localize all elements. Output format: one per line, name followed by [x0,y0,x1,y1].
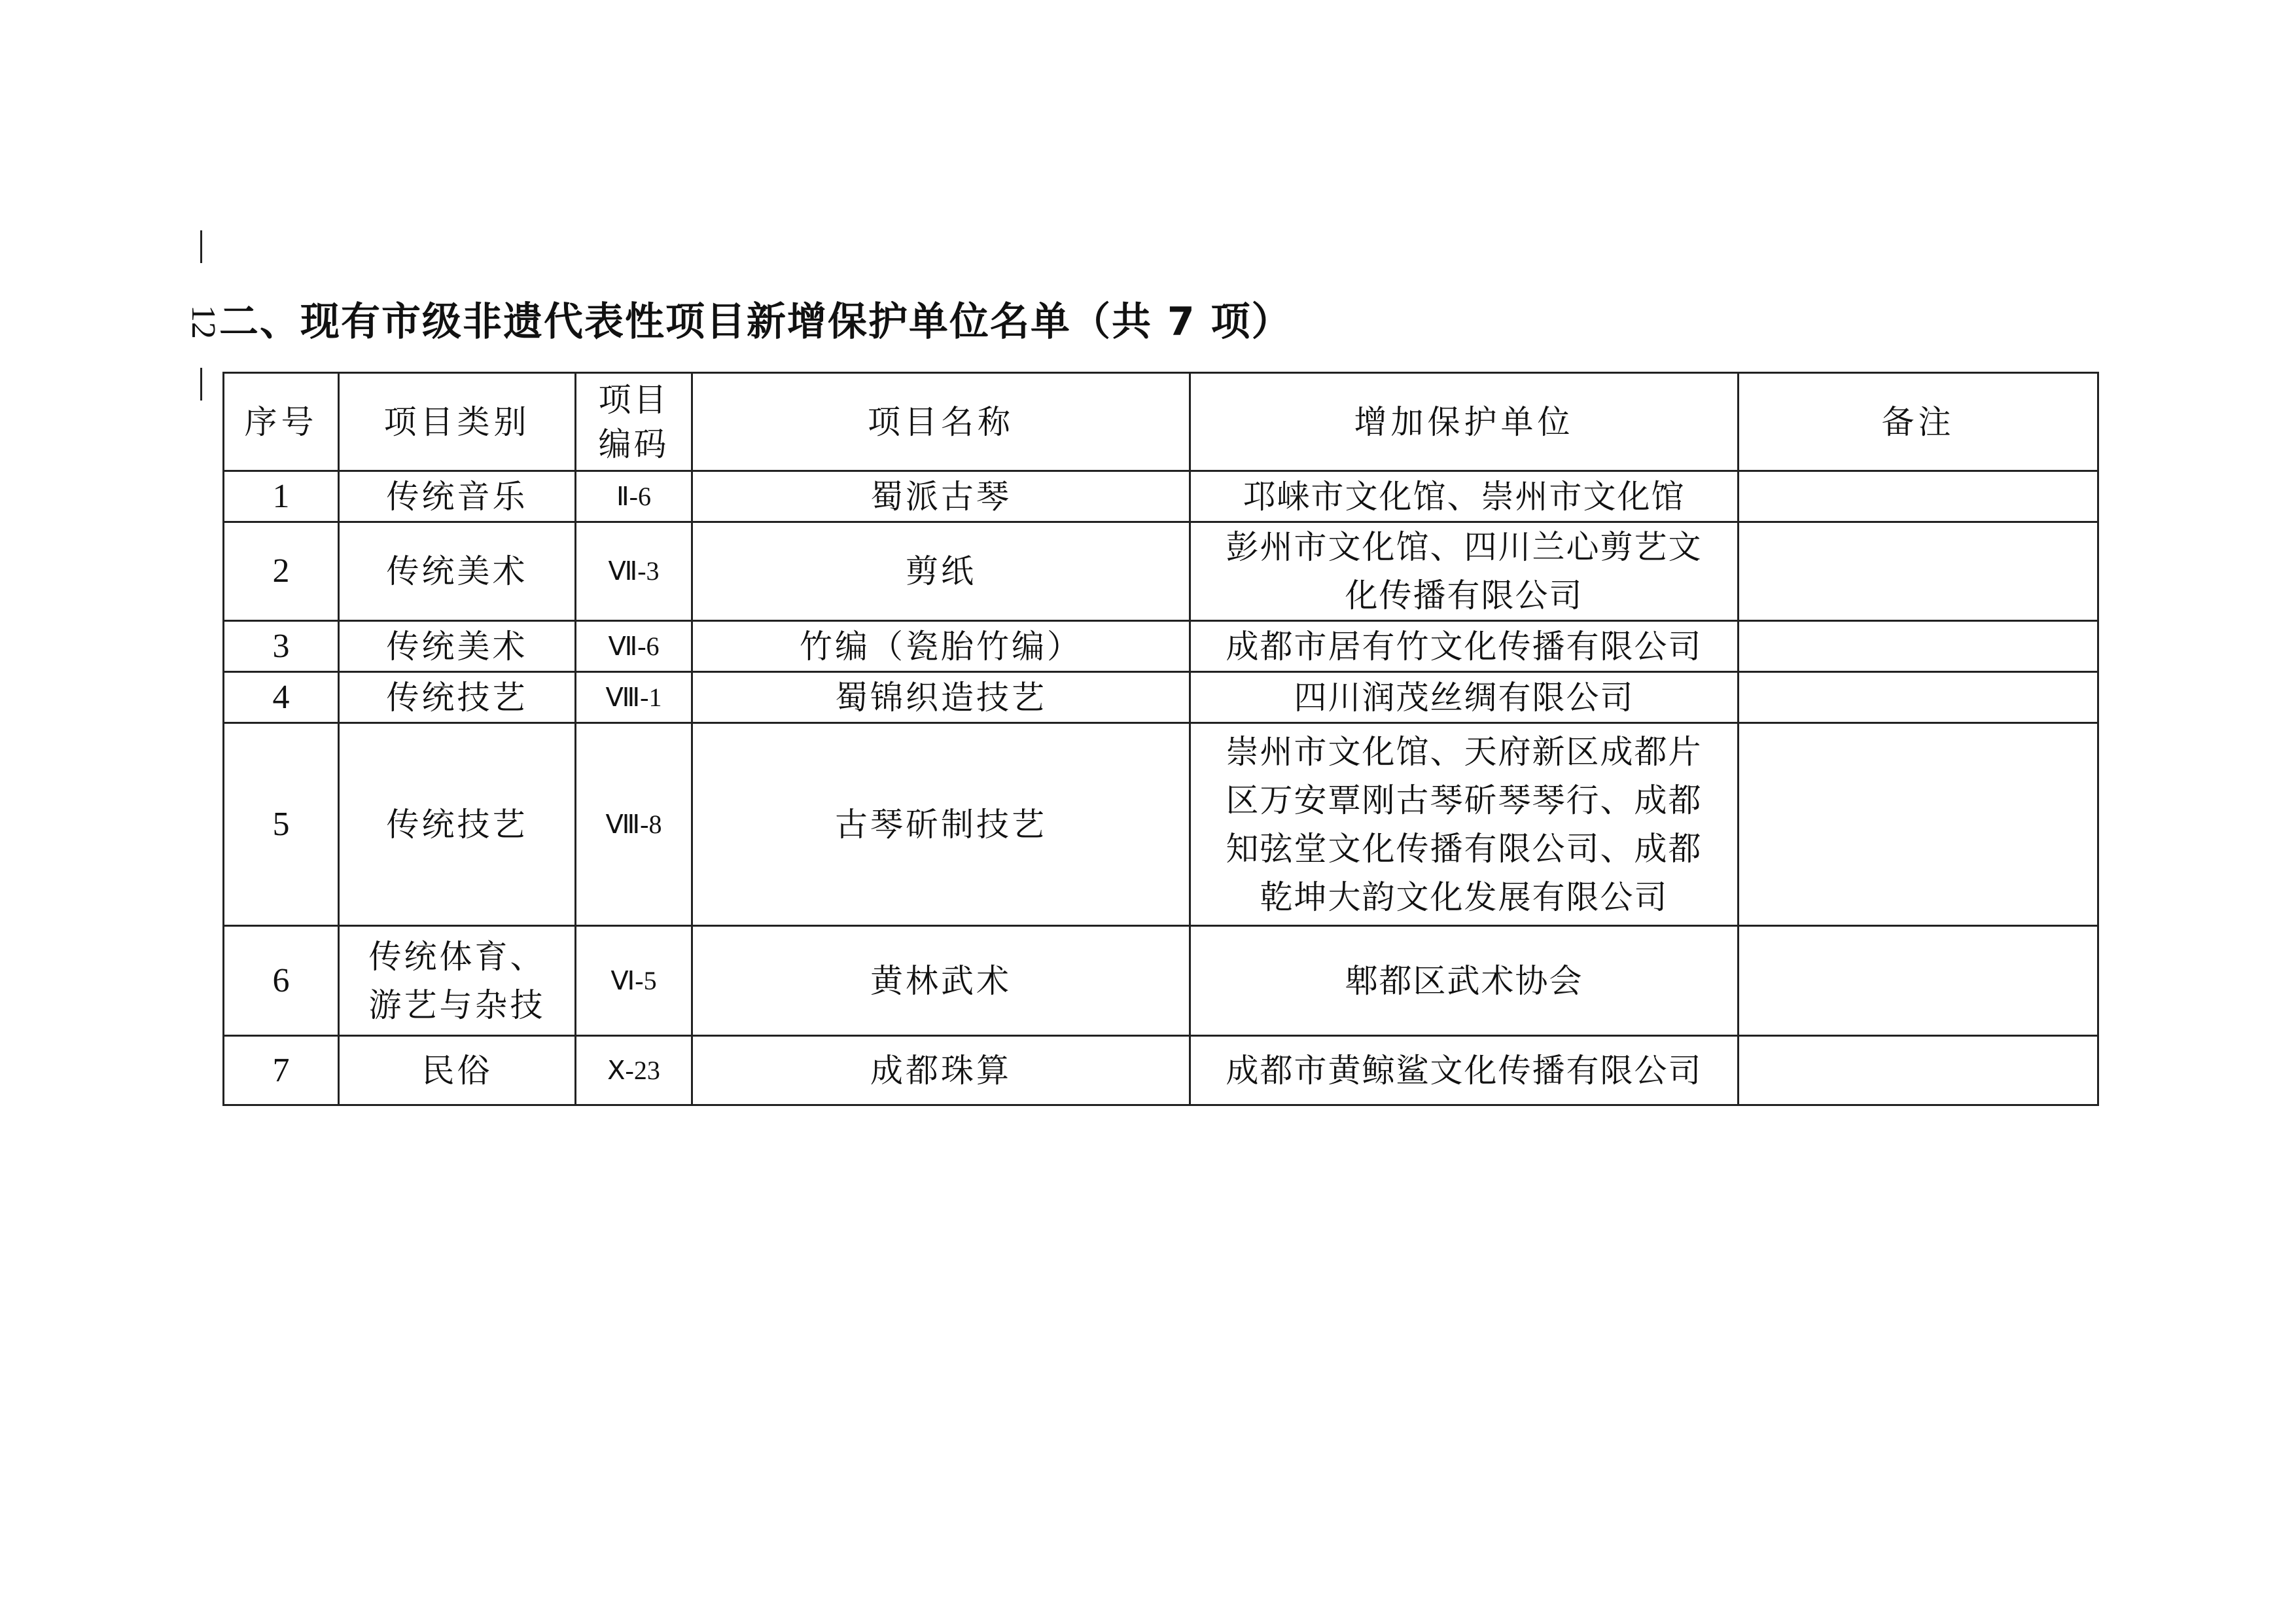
cell-category-line: 传统技艺 [386,805,528,844]
cell-code: Ⅱ-6 [576,471,692,522]
header-category: 项目类别 [339,373,576,471]
cell-name: 蜀派古琴 [692,471,1190,522]
table-row [224,1036,2098,1105]
table-header-row [224,373,2098,471]
cell-remark [1739,926,2098,1036]
cell-unit-line: 乾坤大韵文化发展有限公司 [1260,878,1669,916]
cell-unit-line: 崇州市文化馆、天府新区成都片 [1226,732,1703,771]
cell-category-line: 传统音乐 [386,477,528,516]
header-code-line1: 项目 [598,380,669,419]
cell-remark [1739,723,2098,926]
cell-unit-line: 邛崃市文化馆、崇州市文化馆 [1243,477,1686,516]
header-code [576,373,692,471]
table-row [224,522,2098,621]
cell-remark [1739,621,2098,672]
cell-code: Ⅶ-3 [576,522,692,621]
cell-code: Ⅶ-6 [576,621,692,672]
table-row [224,723,2098,926]
cell-name: 蜀锦织造技艺 [692,672,1190,723]
header-code-line2: 编码 [598,425,669,463]
table-row [224,621,2098,672]
cell-unit-line: 知弦堂文化传播有限公司、成都 [1226,829,1703,868]
table-row [224,672,2098,723]
cell-unit [1190,672,1739,723]
cell-category [339,621,576,672]
cell-remark [1739,1036,2098,1105]
page-number-text: 12 [185,305,222,339]
cell-seq: 1 [224,471,339,522]
cell-name: 古琴斫制技艺 [692,723,1190,926]
cell-unit-line: 成都市居有竹文化传播有限公司 [1226,627,1703,666]
cell-unit [1190,522,1739,621]
cell-category-line: 传统美术 [386,552,528,590]
cell-seq: 5 [224,723,339,926]
cell-seq: 2 [224,522,339,621]
cell-category [339,672,576,723]
cell-unit-line: 彭州市文化馆、四川兰心剪艺文 [1226,528,1703,566]
cell-category [339,522,576,621]
cell-unit-line: 化传播有限公司 [1345,577,1583,615]
cell-name: 黄林武术 [692,926,1190,1036]
cell-name: 剪纸 [692,522,1190,621]
page-number-dash-top [200,230,202,263]
cell-unit [1190,1036,1739,1105]
cell-unit-line: 区万安覃刚古琴斫琴琴行、成都 [1226,781,1703,819]
cell-unit [1190,723,1739,926]
cell-code: Ⅵ-5 [576,926,692,1036]
cell-unit-line: 郫都区武术协会 [1345,961,1583,1000]
cell-category [339,926,576,1036]
cell-category-line: 民俗 [421,1051,493,1090]
cell-category-line: 游艺与杂技 [368,986,546,1024]
page-number-dash-bottom [200,368,202,401]
cell-category [339,471,576,522]
cell-category-line: 传统体育、 [368,937,546,976]
cell-code: Ⅹ-23 [576,1036,692,1105]
cell-seq: 3 [224,621,339,672]
cell-remark [1739,471,2098,522]
cell-code: Ⅷ-1 [576,672,692,723]
cell-seq: 4 [224,672,339,723]
cell-unit [1190,471,1739,522]
cell-seq: 6 [224,926,339,1036]
header-name: 项目名称 [692,373,1190,471]
cell-seq: 7 [224,1036,339,1105]
cell-category [339,723,576,926]
cell-name: 成都珠算 [692,1036,1190,1105]
cell-code: Ⅷ-8 [576,723,692,926]
cell-category-line: 传统美术 [386,627,528,666]
table-body [224,471,2098,1105]
table-row [224,471,2098,522]
table-row [224,926,2098,1036]
cell-unit-line: 成都市黄鲸鲨文化传播有限公司 [1226,1051,1703,1090]
cell-unit-line: 四川润茂丝绸有限公司 [1294,678,1634,717]
cell-unit [1190,926,1739,1036]
cell-remark [1739,522,2098,621]
header-unit: 增加保护单位 [1190,373,1739,471]
cell-category [339,1036,576,1105]
cell-remark [1739,672,2098,723]
header-remark: 备注 [1739,373,2098,471]
cell-name: 竹编（瓷胎竹编） [692,621,1190,672]
cell-unit [1190,621,1739,672]
cell-category-line: 传统技艺 [386,678,528,717]
header-seq: 序号 [224,373,339,471]
protection-unit-table [222,372,2099,1106]
page-title: 二、现有市级非遗代表性项目新增保护单位名单（共 7 项） [219,299,1292,345]
